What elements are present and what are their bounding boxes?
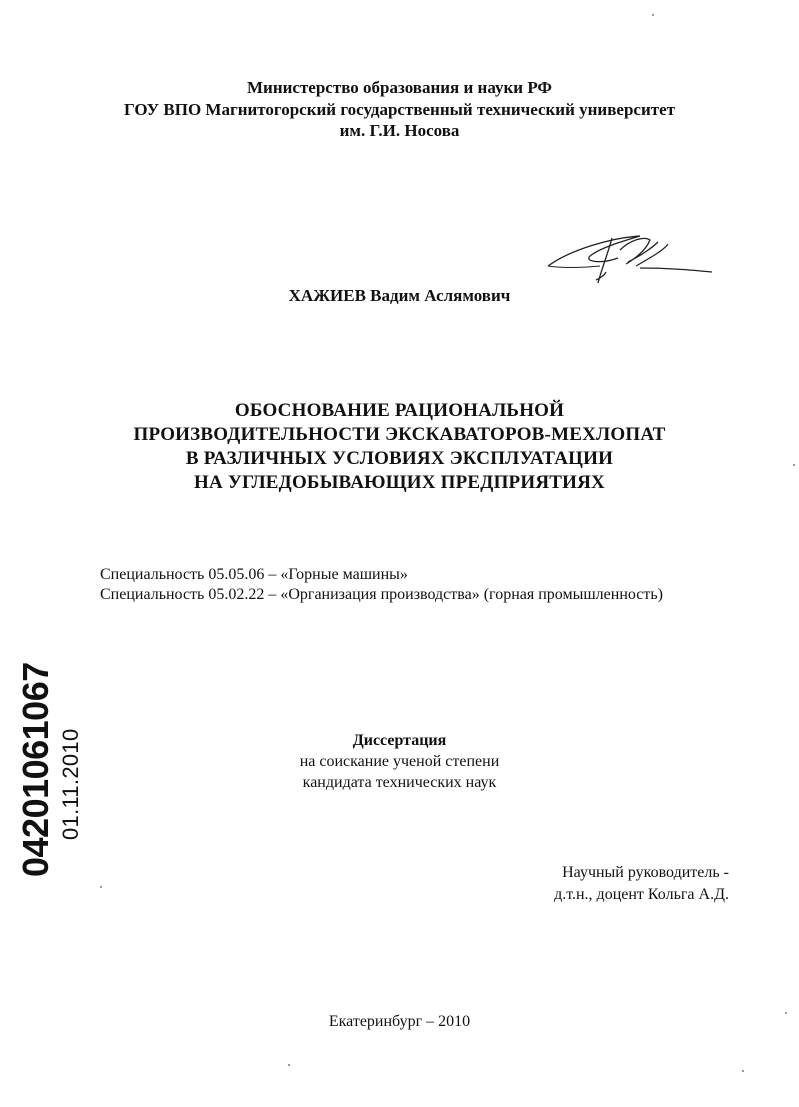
author-name: ХАЖИЕВ Вадим Аслямович <box>288 286 511 305</box>
scan-speck <box>793 464 795 466</box>
dissertation-degree-line-1: на соискание ученой степени <box>299 753 500 770</box>
scan-speck <box>652 14 654 16</box>
scan-speck <box>785 1012 787 1014</box>
university-line: ГОУ ВПО Магнитогорский государственный технический университет <box>124 100 675 119</box>
stamp-date: 01.11.2010 <box>58 728 83 840</box>
title-line-3: В РАЗЛИЧНЫХ УСЛОВИЯХ ЭКСПЛУАТАЦИИ <box>185 448 614 469</box>
university-name-line: им. Г.И. Носова <box>339 121 460 140</box>
signature-image <box>540 228 730 292</box>
title-line-4: НА УГЛЕДОБЫВАЮЩИХ ПРЕДПРИЯТИЯХ <box>194 472 605 493</box>
scan-speck <box>100 886 102 888</box>
specialty-line-2: Специальность 05.02.22 – «Организация производства» (горная промышленность) <box>100 586 663 603</box>
city-year: Екатеринбург – 2010 <box>328 1013 471 1030</box>
supervisor-name: д.т.н., доцент Кольга А.Д. <box>554 886 729 903</box>
specialty-line-1: Специальность 05.05.06 – «Горные машины» <box>100 566 408 583</box>
title-line-1: ОБОСНОВАНИЕ РАЦИОНАЛЬНОЙ <box>234 400 565 421</box>
scan-speck <box>288 1064 290 1066</box>
title-line-2: ПРОИЗВОДИТЕЛЬНОСТИ ЭКСКАВАТОРОВ-МЕХЛОПАТ <box>133 424 666 445</box>
ministry-line: Министерство образования и науки РФ <box>246 78 553 97</box>
stamp-number: 04201061067 <box>15 662 56 877</box>
dissertation-heading: Диссертация <box>352 732 447 749</box>
supervisor-label: Научный руководитель - <box>562 864 729 881</box>
dissertation-degree-line-2: кандидата технических наук <box>302 774 497 791</box>
scan-speck <box>742 1070 744 1072</box>
